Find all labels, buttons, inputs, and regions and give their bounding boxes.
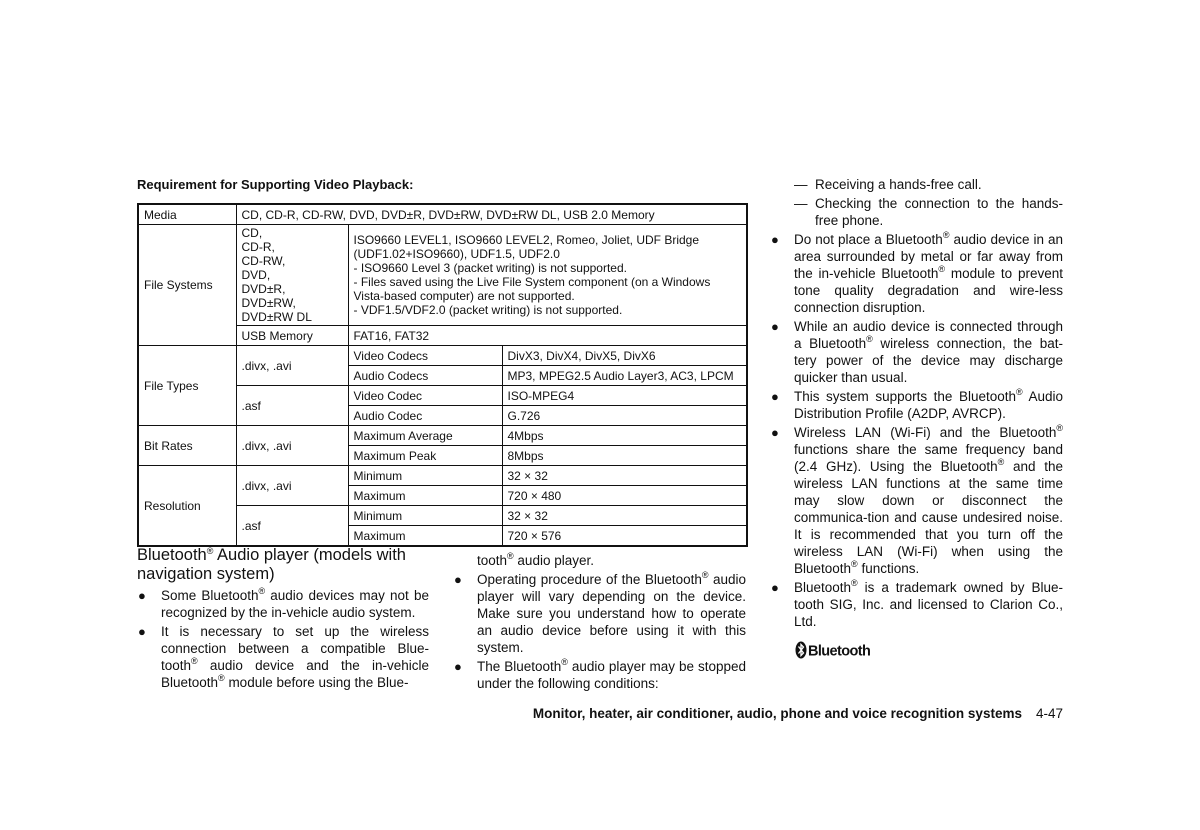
fs-line: Vista-based computer) are not supported. <box>353 289 575 303</box>
fs-line: - VDF1.5/VDF2.0 (packet writing) is not supported. <box>353 303 623 317</box>
list-item <box>453 571 746 656</box>
fs-line: - ISO9660 Level 3 (packet writing) is not supported. <box>353 261 627 275</box>
dash-icon: — <box>794 177 808 192</box>
registered-mark: ® <box>218 673 225 683</box>
bullet-icon: ● <box>454 572 462 587</box>
page-number: 4-47 <box>1035 706 1063 721</box>
resolution-asf-min: 32 × 32 <box>502 506 747 526</box>
text: wireless connection, the bat-tery power of the device may discharge quicker than usual. <box>794 336 1064 385</box>
text: audio device and the in-vehicle Bluetooth <box>161 658 429 690</box>
fs-line: - Files saved using the Live File System component (on a Windows <box>353 275 711 289</box>
resolution-divx-min: 32 × 32 <box>502 466 747 486</box>
text: Checking the connection to the hands-free phone. <box>815 196 1063 228</box>
disc-type: DVD±RW, <box>241 296 296 310</box>
usb-memory-value: FAT16, FAT32 <box>348 326 747 346</box>
list-item <box>770 579 1063 630</box>
text-column-1 <box>137 587 429 691</box>
list-item <box>770 424 1063 577</box>
extension-asf: .asf <box>236 506 348 547</box>
text: Bluetooth <box>794 580 852 595</box>
maximum-label: Maximum <box>348 486 502 506</box>
file-systems-label: File Systems <box>138 225 236 346</box>
registered-mark: ® <box>507 551 514 561</box>
text: This system supports the Bluetooth <box>794 389 1017 404</box>
disc-type: CD, <box>241 226 263 240</box>
registered-mark: ® <box>938 264 946 274</box>
list-item <box>137 623 429 691</box>
bullet-icon: ● <box>771 425 779 440</box>
disc-type: DVD±R, <box>241 282 286 296</box>
media-value: CD, CD-R, CD-RW, DVD, DVD±R, DVD±RW, DVD±RW DL, USB 2.0 Memory <box>236 204 747 225</box>
resolution-divx-max: 720 × 480 <box>502 486 747 506</box>
page-footer <box>520 706 1063 721</box>
text: Operating procedure of the Bluetooth <box>477 572 702 587</box>
registered-mark: ® <box>851 559 858 569</box>
list-item <box>770 318 1063 386</box>
bullet-icon: ● <box>138 588 146 603</box>
list-item <box>770 388 1063 422</box>
text: audio devices may not be recognized by the in-vehicle audio system. <box>161 588 429 620</box>
bullet-icon: ● <box>771 232 779 247</box>
registered-mark: ® <box>866 334 873 344</box>
bit-rates-label: Bit Rates <box>138 426 236 466</box>
resolution-label: Resolution <box>138 466 236 547</box>
text: audio player. <box>513 553 594 568</box>
video-codec-label: Video Codec <box>348 386 502 406</box>
disc-type: DVD±RW DL <box>241 310 312 324</box>
bullet-icon: ● <box>771 319 779 334</box>
text: functions. <box>857 561 920 576</box>
minimum-label: Minimum <box>348 466 502 486</box>
dash-icon: — <box>794 196 808 211</box>
file-types-label: File Types <box>138 346 236 426</box>
maximum-label: Maximum <box>348 526 502 547</box>
registered-mark: ® <box>942 230 950 240</box>
video-codecs-label: Video Codecs <box>348 346 502 366</box>
table-row <box>138 466 747 486</box>
max-peak-label: Maximum Peak <box>348 446 502 466</box>
table-row <box>138 426 747 446</box>
registered-mark: ® <box>1016 387 1023 397</box>
extension-divx: .divx, .avi <box>236 346 348 386</box>
registered-mark: ® <box>206 546 214 556</box>
disc-type: CD-RW, <box>241 254 286 268</box>
bullet-icon: ● <box>771 580 779 595</box>
text: While an audio device is connected through a Bluetooth <box>794 319 1063 351</box>
bullet-icon: ● <box>771 389 779 404</box>
text: audio player will vary depending on the device. Make sure you understand how to operate an audio device before using it with this system. <box>477 572 746 655</box>
minimum-label: Minimum <box>348 506 502 526</box>
disc-file-system-cell <box>348 225 747 326</box>
text: and the wireless LAN functions at the same time may slow down or disconnect the communica-tion and cause undesired noise. It is recommended that you turn off the wireless LAN (Wi-Fi) when using the Bluetooth <box>794 459 1063 576</box>
audio-codec-value: G.726 <box>502 406 747 426</box>
registered-mark: ® <box>701 570 709 580</box>
media-label: Media <box>138 204 236 225</box>
text: functions share the same frequency band (2.4 GHz). Using the Bluetooth <box>794 442 1063 474</box>
text: Receiving a hands-free call. <box>815 177 982 192</box>
text: Do not place a Bluetooth <box>794 232 943 247</box>
text: audio device in an area surrounded by metal or far away from the in-vehicle Bluetooth <box>794 232 1063 281</box>
table-row <box>138 204 747 225</box>
disc-type: CD-R, <box>241 240 275 254</box>
text: Some Bluetooth <box>161 588 259 603</box>
max-average-label: Maximum Average <box>348 426 502 446</box>
list-item <box>453 658 746 692</box>
bluetooth-logo-icon <box>795 640 875 660</box>
bluetooth-audio-section-title <box>137 546 427 584</box>
fs-line: (UDF1.02+ISO9660), UDF1.5, UDF2.0 <box>353 247 560 261</box>
text: It is necessary to set up the wireless connection between a compatible Blue-tooth <box>161 624 429 673</box>
disc-type: DVD, <box>241 268 271 282</box>
text-column-2 <box>453 552 746 692</box>
audio-codecs-label: Audio Codecs <box>348 366 502 386</box>
registered-mark: ® <box>1056 423 1063 433</box>
bullet-icon: ● <box>138 624 146 639</box>
bullet-icon: ● <box>454 659 462 674</box>
list-item <box>770 231 1063 316</box>
registered-mark: ® <box>851 578 858 588</box>
video-codecs-value: DivX3, DivX4, DivX5, DivX6 <box>502 346 747 366</box>
resolution-asf-max: 720 × 576 <box>502 526 747 547</box>
text: The Bluetooth <box>477 659 562 674</box>
text-column-3 <box>770 176 1063 630</box>
extension-divx: .divx, .avi <box>236 466 348 506</box>
table-row <box>138 225 747 326</box>
max-peak-value: 8Mbps <box>502 446 747 466</box>
list-item <box>137 587 429 621</box>
footer-section-title: Monitor, heater, air conditioner, audio, phone and voice recognition systems <box>532 706 1022 721</box>
audio-codecs-value: MP3, MPEG2.5 Audio Layer3, AC3, LPCM <box>502 366 747 386</box>
bluetooth-logo <box>795 640 875 665</box>
text: is a trademark owned by Blue-tooth SIG, Inc. and licensed to Clarion Co., Ltd. <box>794 580 1063 629</box>
section-heading: Requirement for Supporting Video Playback: <box>137 177 414 192</box>
registered-mark: ® <box>191 656 198 666</box>
registered-mark: ® <box>997 457 1005 467</box>
usb-memory-label: USB Memory <box>236 326 348 346</box>
video-codec-value: ISO-MPEG4 <box>502 386 747 406</box>
dash-item <box>770 176 1063 193</box>
text: Audio Distribution Profile (A2DP, AVRCP). <box>794 389 1063 421</box>
text: module before using the Blue- <box>224 675 409 690</box>
registered-mark: ® <box>258 586 266 596</box>
video-playback-requirements-table <box>137 203 748 547</box>
text: audio player may be stopped under the following conditions: <box>477 659 746 691</box>
extension-asf: .asf <box>236 386 348 426</box>
title-text: Audio player (models with navigation system) <box>137 546 406 583</box>
text: module to prevent tone quality degradation and wire-less connection disruption. <box>794 266 1063 315</box>
text: tooth <box>477 553 508 568</box>
max-average-value: 4Mbps <box>502 426 747 446</box>
bluetooth-logo-text: Bluetooth <box>808 643 871 660</box>
extension-divx: .divx, .avi <box>236 426 348 466</box>
title-text: Bluetooth <box>137 546 207 564</box>
fs-line: ISO9660 LEVEL1, ISO9660 LEVEL2, Romeo, Joliet, UDF Bridge <box>353 233 700 247</box>
continued-text <box>453 552 746 569</box>
registered-mark: ® <box>561 657 568 667</box>
dash-item <box>770 195 1063 229</box>
text: Wireless LAN (Wi-Fi) and the Bluetooth <box>794 425 1057 440</box>
table-row <box>138 346 747 366</box>
disc-types-cell <box>236 225 348 326</box>
audio-codec-label: Audio Codec <box>348 406 502 426</box>
